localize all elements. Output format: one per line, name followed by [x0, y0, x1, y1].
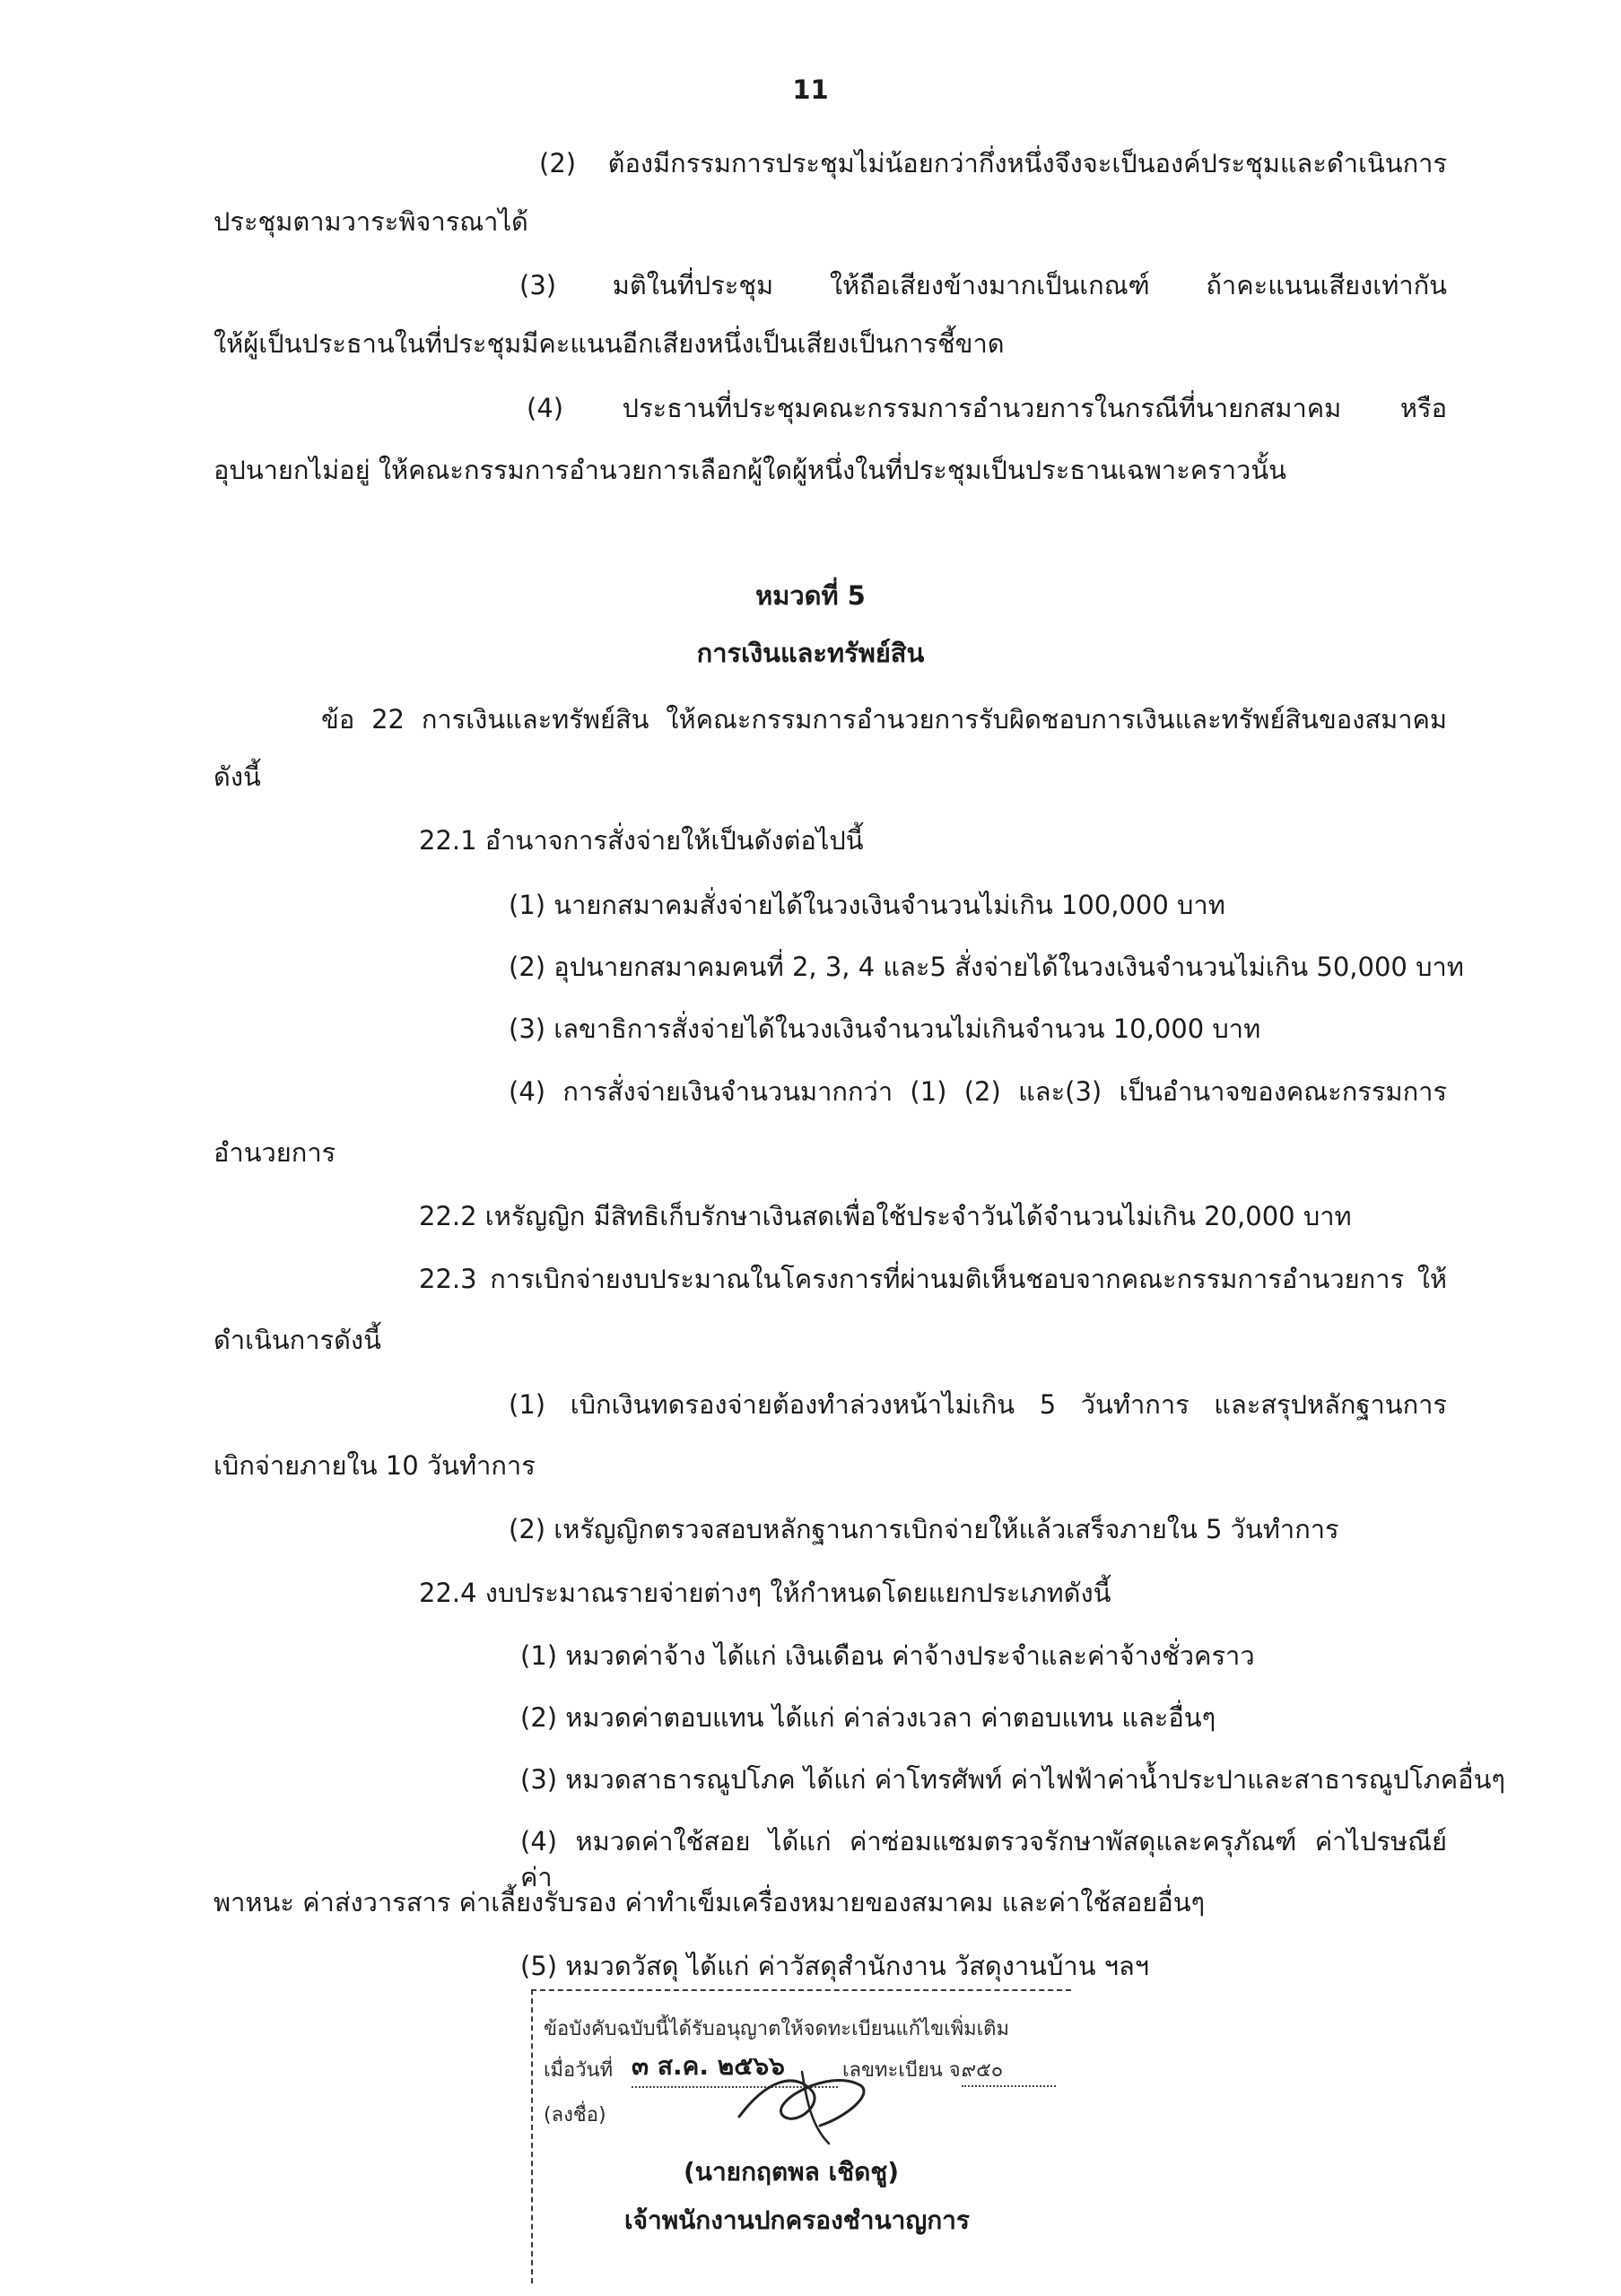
- section-22-1-item-4-line1: (4) การสั่งจ่ายเงินจำนวนมากกว่า (1) (2) และ(3) เป็นอำนาจของคณะกรรมการ: [509, 1076, 1447, 1107]
- section-22-4-item-4-line1: (4) หมวดค่าใช้สอย ได้แก่ ค่าซ่อมแซมตรวจรักษาพัสดุและครุภัณฑ์ ค่าไปรษณีย์ ค่า: [520, 1826, 1447, 1892]
- chapter-subtitle: การเงินและทรัพย์สิน: [696, 638, 925, 668]
- stamp-officer-position: เจ้าพนักงานปกครองชำนาญการ: [624, 2205, 970, 2235]
- article-22-line2: ดังนี้: [214, 761, 261, 792]
- stamp-date-label: เมื่อวันที่: [544, 2059, 614, 2082]
- stamp-registration-label: เลขทะเบียน จ.: [842, 2059, 967, 2082]
- section-22-1-heading: 22.1 อำนาจการสั่งจ่ายให้เป็นดังต่อไปนี้: [419, 825, 864, 856]
- section-22-3-item-1-line2: เบิกจ่ายภายใน 10 วันทำการ: [214, 1450, 536, 1481]
- item-4-line1: (4) ประธานที่ประชุมคณะกรรมการอำนวยการในกรณีที่นายกสมาคม หรือ: [527, 393, 1447, 423]
- item-2-line1: (2) ต้องมีกรรมการประชุมไม่น้อยกว่ากึ่งหนึ่งจึงจะเป็นองค์ประชุมและดำเนินการ: [539, 148, 1447, 178]
- section-22-4-heading: 22.4 งบประมาณรายจ่ายต่างๆ ให้กำหนดโดยแยกประเภทดังนี้: [419, 1578, 1111, 1608]
- article-22-line1: ข้อ 22 การเงินและทรัพย์สิน ให้คณะกรรมการอำนวยการรับผิดชอบการเงินและทรัพย์สินของสมาคม: [321, 704, 1447, 735]
- section-22-4-item-3: (3) หมวดสาธารณูปโภค ได้แก่ ค่าโทรศัพท์ ค่าไฟฟ้าค่าน้ำประปาและสาธารณูปโภคอื่นๆ: [520, 1764, 1505, 1795]
- stamp-officer-name: (นายกฤตพล เชิดชู): [684, 2157, 900, 2187]
- registration-stamp: [531, 1989, 1071, 2283]
- section-22-3-item-1-line1: (1) เบิกเงินทดรองจ่ายต้องทำล่วงหน้าไม่เกิน 5 วันทำการ และสรุปหลักฐานการ: [509, 1389, 1447, 1420]
- section-22-4-item-4-line2: พาหนะ ค่าส่งวารสาร ค่าเลี้ยงรับรอง ค่าทำเข็มเครื่องหมายของสมาคม และค่าใช้สอยอื่นๆ: [214, 1887, 1206, 1918]
- section-22-1-item-3: (3) เลขาธิการสั่งจ่ายได้ในวงเงินจำนวนไม่เกินจำนวน 10,000 บาท: [509, 1013, 1261, 1044]
- item-3-line1: (3) มติในที่ประชุม ให้ถือเสียงข้างมากเป็นเกณฑ์ ถ้าคะแนนเสียงเท่ากัน: [519, 270, 1447, 300]
- section-22-4-item-1: (1) หมวดค่าจ้าง ได้แก่ เงินเดือน ค่าจ้างประจำและค่าจ้างชั่วคราว: [520, 1640, 1255, 1671]
- item-4-line2: อุปนายกไม่อยู่ ให้คณะกรรมการอำนวยการเลือกผู้ใดผู้หนึ่งในที่ประชุมเป็นประธานเฉพาะคราวนั้น: [214, 455, 1286, 485]
- stamp-sign-label: (ลงชื่อ): [544, 2104, 606, 2126]
- section-22-1-item-4-line2: อำนวยการ: [214, 1137, 336, 1168]
- stamp-date-value: ๓ ส.ค. ๒๕๖๖: [632, 2047, 838, 2088]
- signature-icon: [712, 2054, 892, 2152]
- section-22-4-item-5: (5) หมวดวัสดุ ได้แก่ ค่าวัสดุสำนักงาน วัสดุงานบ้าน ฯลฯ: [520, 1951, 1150, 1981]
- page-number: 11: [792, 74, 829, 105]
- section-22-3-line2: ดำเนินการดังนี้: [214, 1325, 381, 1355]
- stamp-approval-text: ข้อบังคับฉบับนี้ได้รับอนุญาตให้จดทะเบียนแก้ไขเพิ่มเติม: [544, 2018, 1009, 2040]
- stamp-registration-number: ๙๕๐: [962, 2054, 1056, 2087]
- section-22-1-item-1: (1) นายกสมาคมสั่งจ่ายได้ในวงเงินจำนวนไม่เกิน 100,000 บาท: [509, 890, 1225, 920]
- chapter-title: หมวดที่ 5: [755, 580, 866, 611]
- section-22-3-item-2: (2) เหรัญญิกตรวจสอบหลักฐานการเบิกจ่ายให้แล้วเสร็จภายใน 5 วันทำการ: [509, 1514, 1339, 1544]
- section-22-4-item-2: (2) หมวดค่าตอบแทน ได้แก่ ค่าล่วงเวลา ค่าตอบแทน และอื่นๆ: [520, 1702, 1216, 1733]
- section-22-1-item-2: (2) อุปนายกสมาคมคนที่ 2, 3, 4 และ5 สั่งจ่ายได้ในวงเงินจำนวนไม่เกิน 50,000 บาท: [509, 952, 1464, 982]
- section-22-2: 22.2 เหรัญญิก มีสิทธิเก็บรักษาเงินสดเพื่อใช้ประจำวันได้จำนวนไม่เกิน 20,000 บาท: [419, 1201, 1352, 1231]
- item-3-line2: ให้ผู้เป็นประธานในที่ประชุมมีคะแนนอีกเสียงหนึ่งเป็นเสียงเป็นการชี้ขาด: [214, 328, 1005, 359]
- section-22-3-line1: 22.3 การเบิกจ่ายงบประมาณในโครงการที่ผ่านมติเห็นชอบจากคณะกรรมการอำนวยการ ให้: [419, 1264, 1447, 1294]
- item-2-line2: ประชุมตามวาระพิจารณาได้: [214, 206, 528, 237]
